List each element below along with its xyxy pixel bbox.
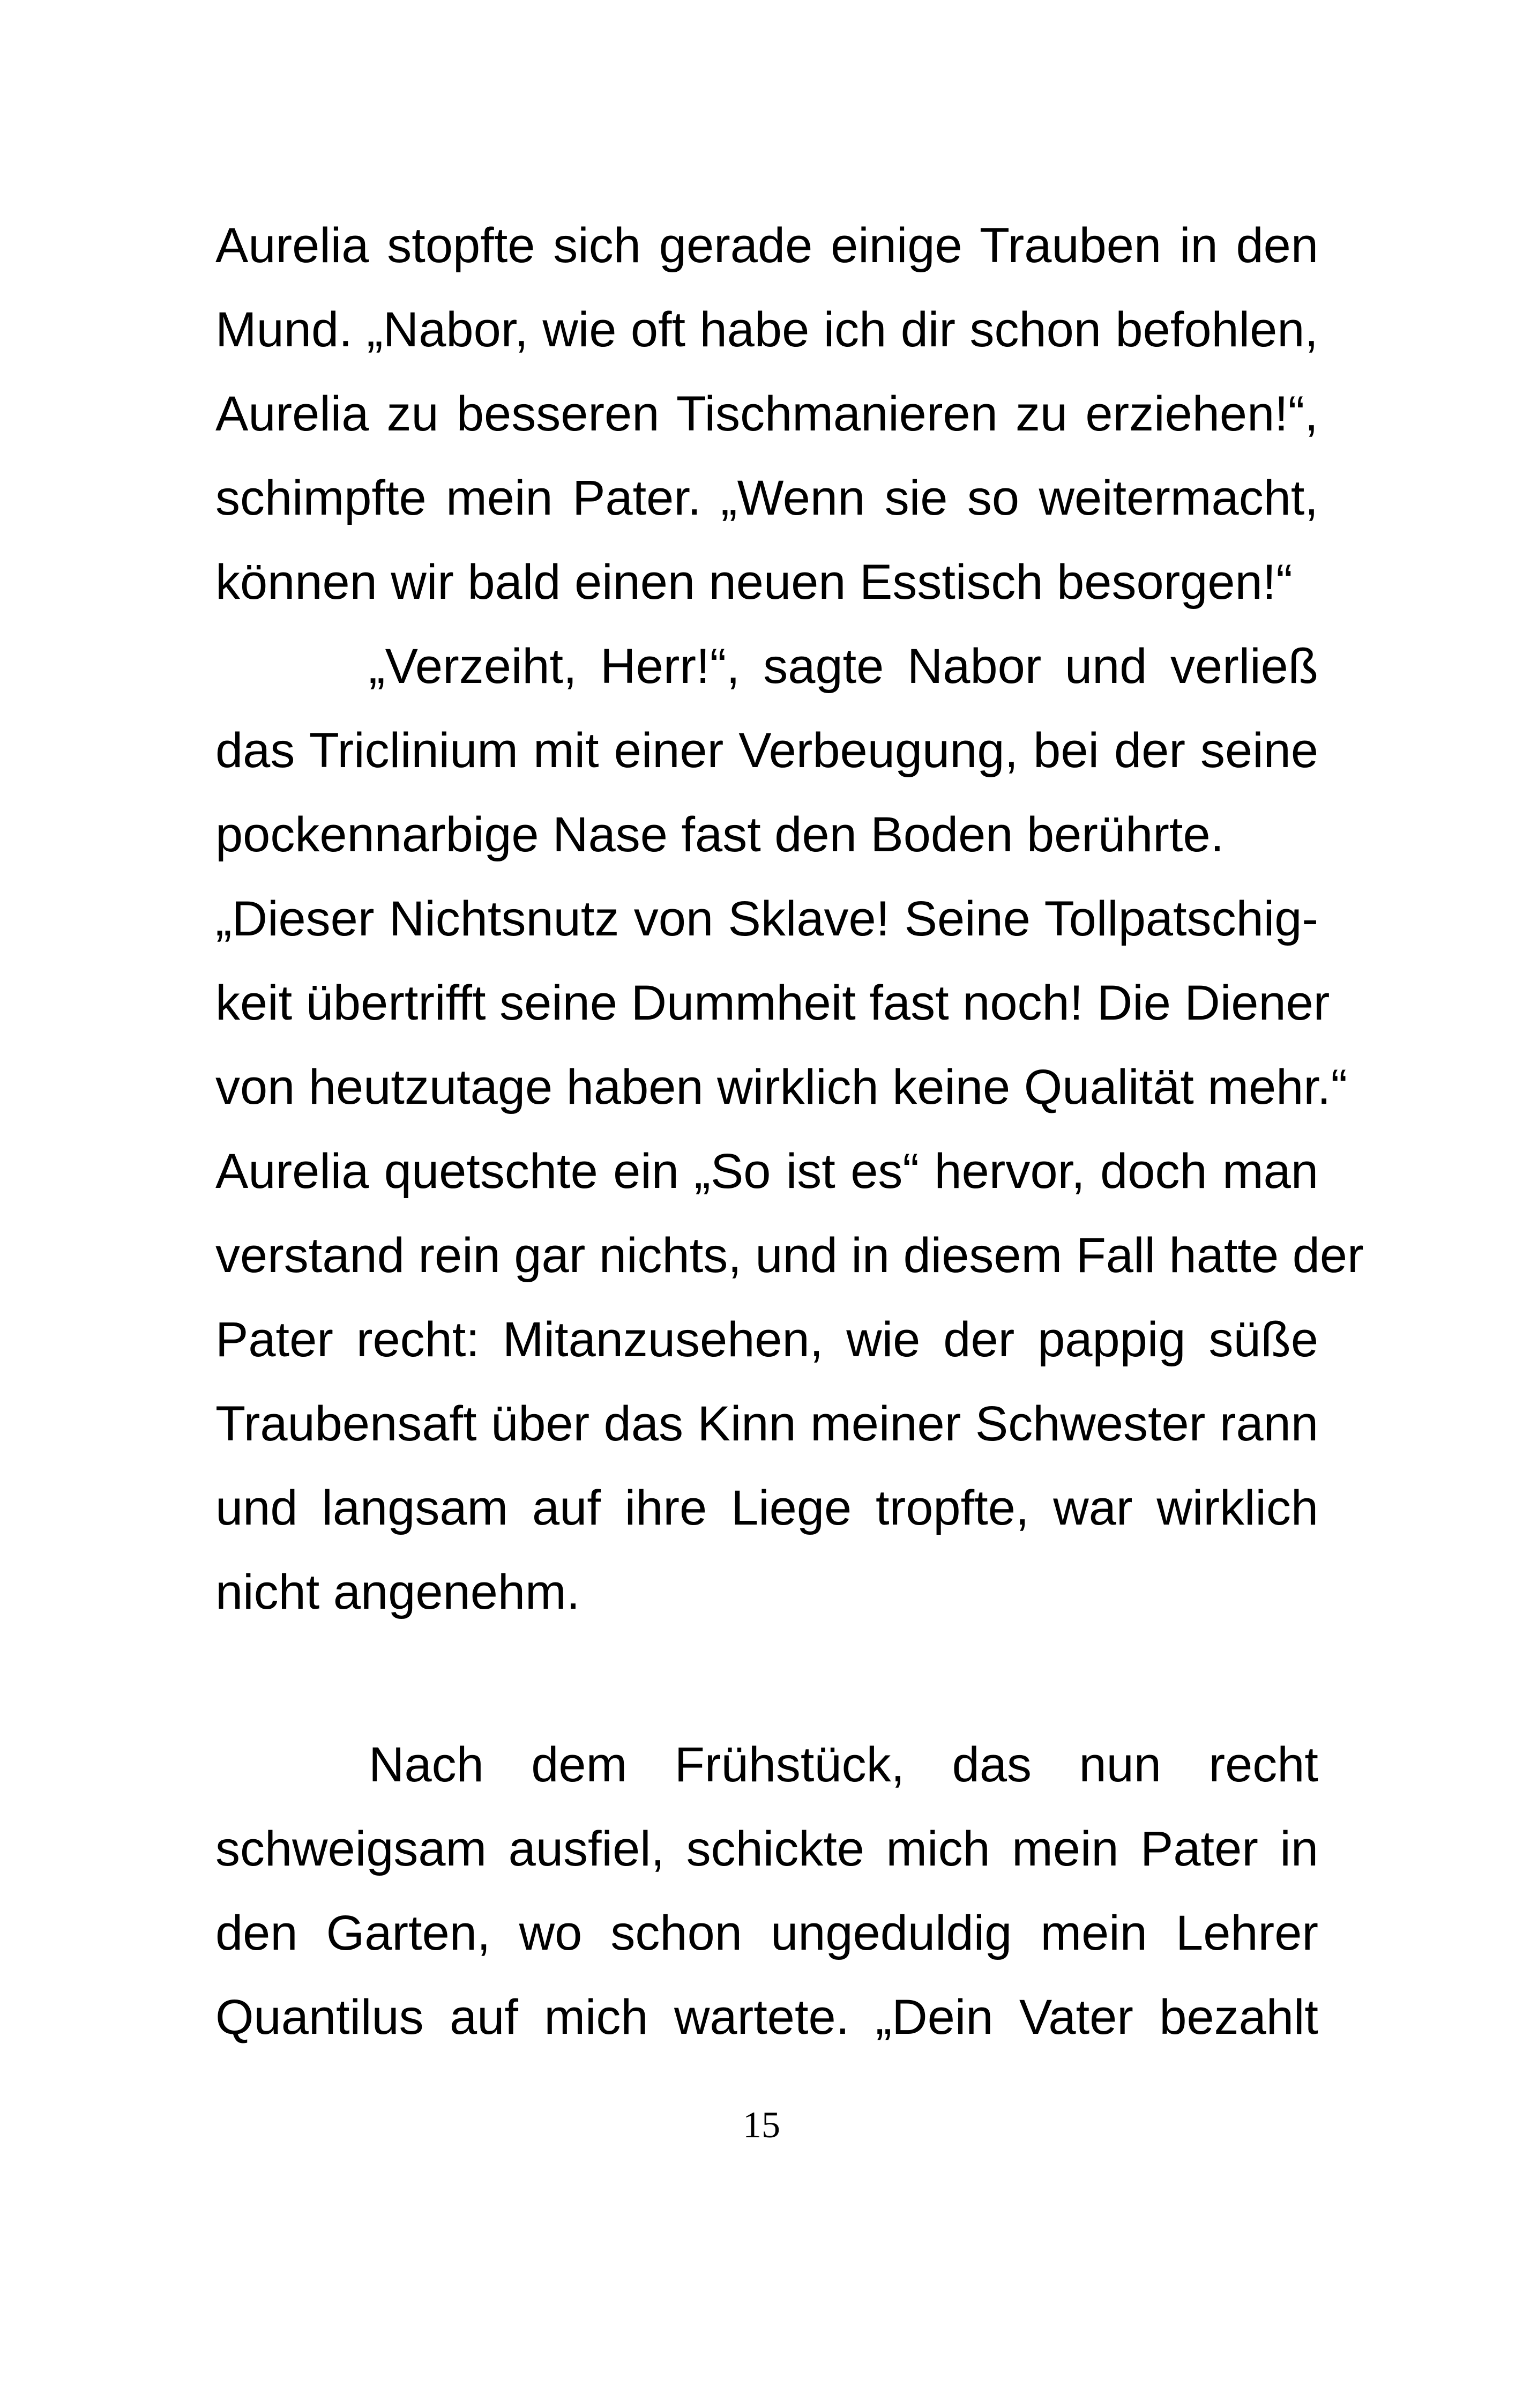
text-line: nicht angenehm.	[215, 1565, 580, 1619]
text-line: von heutzutage haben wirklich keine Qualität mehr.“	[215, 1060, 1348, 1114]
paragraph-1	[215, 204, 1318, 625]
text-line: „Verzeiht, Herr!“, sagte Nabor und verließ	[369, 639, 1318, 694]
text-line: verstand rein gar nichts, und in diesem Fall hatte der	[215, 1228, 1364, 1283]
text-line: den Garten, wo schon ungeduldig mein Lehrer	[215, 1906, 1318, 1960]
text-line: Quantilus auf mich wartete. „Dein Vater bezahlt	[215, 1990, 1318, 2045]
text-line: schimpfte mein Pater. „Wenn sie so weitermacht,	[215, 471, 1318, 525]
text-line: und langsam auf ihre Liege tropfte, war wirklich	[215, 1481, 1318, 1535]
paragraph-3	[215, 1723, 1318, 2060]
text-line: „Dieser Nichtsnutz von Sklave! Seine Tollpatschig-	[215, 891, 1318, 946]
text-line: keit übertrifft seine Dummheit fast noch! Die Diener	[215, 976, 1330, 1030]
text-line: Pater recht: Mitanzusehen, wie der pappig süße	[215, 1312, 1318, 1367]
text-line: Aurelia stopfte sich gerade einige Trauben in den	[215, 218, 1318, 273]
text-line: schweigsam ausfiel, schickte mich mein Pater in	[215, 1822, 1318, 1876]
page-number: 15	[743, 2105, 780, 2146]
text-line: Aurelia quetschte ein „So ist es“ hervor, doch man	[215, 1144, 1318, 1199]
paragraph-2	[215, 625, 1364, 1634]
text-line: Mund. „Nabor, wie oft habe ich dir schon befohlen,	[215, 302, 1318, 357]
text-line: können wir bald einen neuen Esstisch besorgen!“	[215, 555, 1293, 610]
text-line: Nach dem Frühstück, das nun recht	[369, 1737, 1318, 1792]
text-line: Aurelia zu besseren Tischmanieren zu erziehen!“,	[215, 387, 1318, 441]
text-line: pockennarbige Nase fast den Boden berührte.	[215, 807, 1225, 862]
text-line: das Triclinium mit einer Verbeugung, bei der seine	[215, 723, 1318, 778]
text-line: Traubensaft über das Kinn meiner Schwester rann	[215, 1396, 1318, 1451]
